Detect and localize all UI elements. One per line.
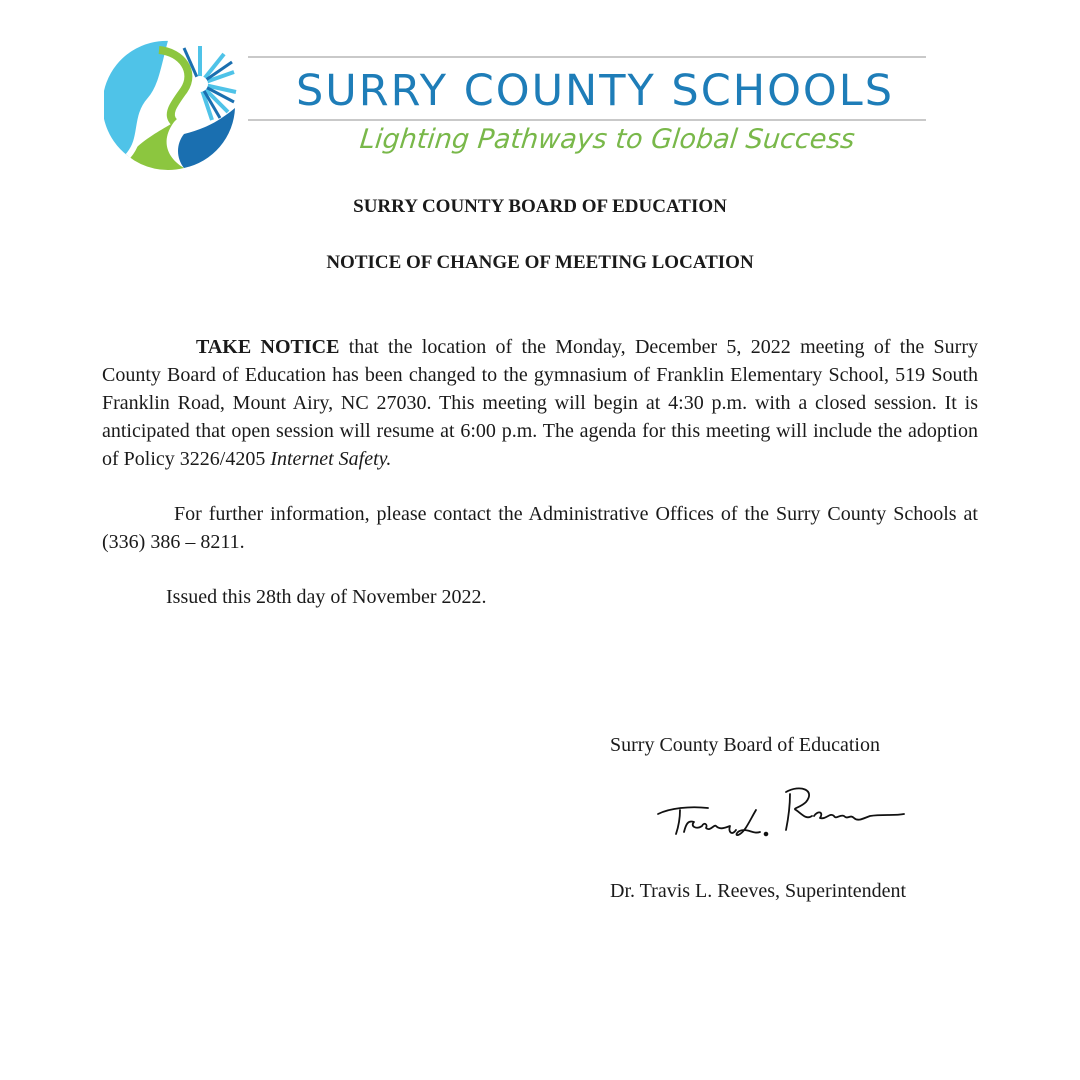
policy-title: Internet Safety.: [270, 448, 392, 470]
school-logo-icon: [104, 38, 238, 172]
contact-paragraph: For further information, please contact the Administrative Offices of the Surry County Schools at (336) 386 – 8211.: [102, 503, 978, 553]
header-rule-bottom: [248, 119, 926, 121]
notice-body-text: that the location of the Monday, December 5, 2022 meeting of the Surry County Board of Education has been changed to the gymnasium of Franklin Elementary School, 519 South Franklin Road, Mount Airy, NC 27030. This meeting will begin at 4:30 p.m. with a closed session. It is anticipated that open session will resume at 6:00 p.m. The agenda for this meeting will include the adoption of Policy 3226/4205: [102, 336, 978, 470]
signature-organization: Surry County Board of Education: [610, 734, 880, 756]
board-title: SURRY COUNTY BOARD OF EDUCATION: [353, 196, 727, 217]
handwritten-signature: [650, 780, 910, 850]
brand-name: SURRY COUNTY SCHOOLS: [296, 66, 895, 116]
signatory-name-title: Dr. Travis L. Reeves, Superintendent: [610, 880, 907, 902]
letterhead: [0, 0, 1080, 180]
notice-title: NOTICE OF CHANGE OF MEETING LOCATION: [326, 252, 754, 273]
take-notice-lead: TAKE NOTICE: [196, 336, 340, 358]
notice-paragraph: [102, 333, 978, 473]
header-rule-top: [248, 56, 926, 58]
issued-date: Issued this 28th day of November 2022.: [166, 586, 487, 608]
brand-tagline: Lighting Pathways to Global Success: [358, 124, 857, 155]
